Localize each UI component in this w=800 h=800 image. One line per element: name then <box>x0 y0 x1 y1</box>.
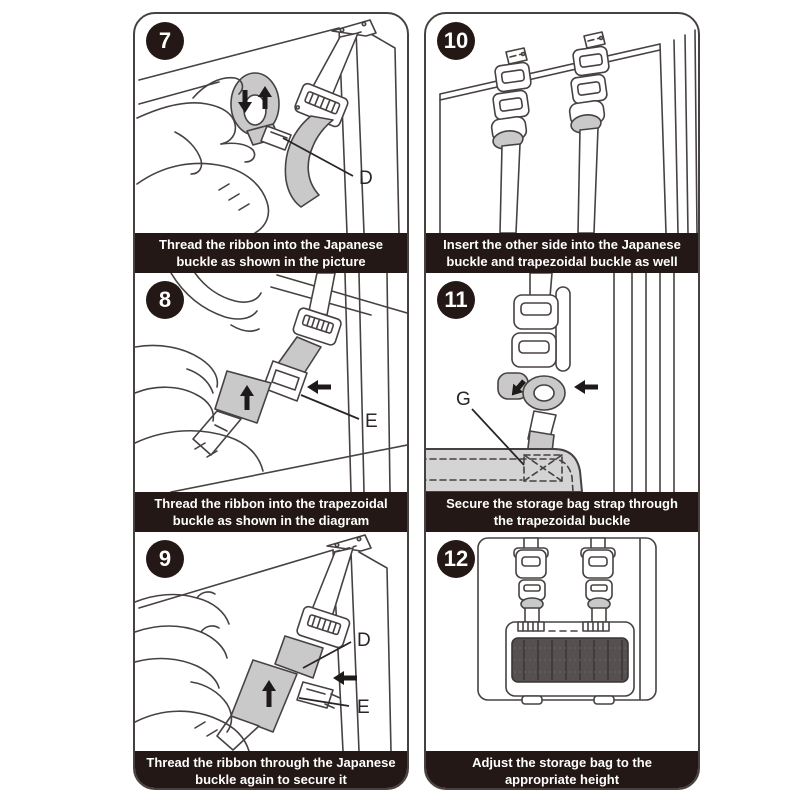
step-12-caption <box>426 751 698 790</box>
step-8-caption <box>135 492 407 532</box>
step-9-panel <box>135 532 407 790</box>
caption-line: Secure the storage bag strap through <box>446 496 678 511</box>
japanese-buckle <box>512 295 558 367</box>
step-11-panel <box>426 273 698 532</box>
caption-line: Thread the ribbon into the Japanese <box>159 237 383 252</box>
instruction-column-left <box>133 12 409 790</box>
part-label-e <box>301 395 378 432</box>
left-strap-buckles <box>491 48 532 233</box>
step-10-panel <box>426 14 698 273</box>
svg-text:D: D <box>357 630 371 651</box>
step-12-badge: 12 <box>437 540 475 578</box>
caption-line: Insert the other side into the Japanese <box>443 237 681 252</box>
step-9-badge: 9 <box>146 540 184 578</box>
left-arrow-icon <box>333 671 357 685</box>
step-8-panel <box>135 273 407 532</box>
caption-line: buckle as shown in the diagram <box>172 513 370 528</box>
caption-line: Thread the ribbon through the Japanese <box>146 755 396 770</box>
svg-text:E: E <box>365 411 378 432</box>
svg-text:G: G <box>456 389 471 410</box>
instruction-column-right <box>424 12 700 790</box>
hanging-strap <box>309 273 335 315</box>
right-strap-buckles <box>569 32 610 233</box>
door-frame-lines <box>614 273 674 492</box>
step-10-caption <box>426 233 698 273</box>
step-8-badge: 8 <box>146 281 184 319</box>
svg-text:E: E <box>357 697 370 718</box>
caption-line: buckle again to secure it <box>195 772 347 787</box>
hand-outline <box>135 592 249 751</box>
step-9-caption <box>135 751 407 790</box>
step-11-caption <box>426 492 698 532</box>
caption-line: buckle and trapezoidal buckle as well <box>446 254 678 269</box>
left-arrow-icon <box>307 380 331 394</box>
door-outline <box>440 30 697 233</box>
caption-line: buckle as shown in the picture <box>176 254 366 269</box>
step-10-badge: 10 <box>437 22 475 60</box>
gray-ribbon <box>217 660 297 750</box>
storage-bag <box>506 622 634 704</box>
step-7-caption <box>135 233 407 273</box>
left-arrow-icon <box>574 380 598 394</box>
ribbon-clip <box>261 126 291 150</box>
step-11-badge: 11 <box>437 281 475 319</box>
step-12-panel <box>426 532 698 790</box>
caption-line: Adjust the storage bag to the <box>472 755 652 770</box>
storage-bag-corner <box>426 449 582 492</box>
step-7-panel <box>135 14 407 273</box>
step-7-badge: 7 <box>146 22 184 60</box>
svg-text:D: D <box>359 168 373 189</box>
caption-line: appropriate height <box>504 772 620 787</box>
caption-line: the trapezoidal buckle <box>493 513 631 528</box>
caption-line: Thread the ribbon into the trapezoidal <box>154 496 388 511</box>
